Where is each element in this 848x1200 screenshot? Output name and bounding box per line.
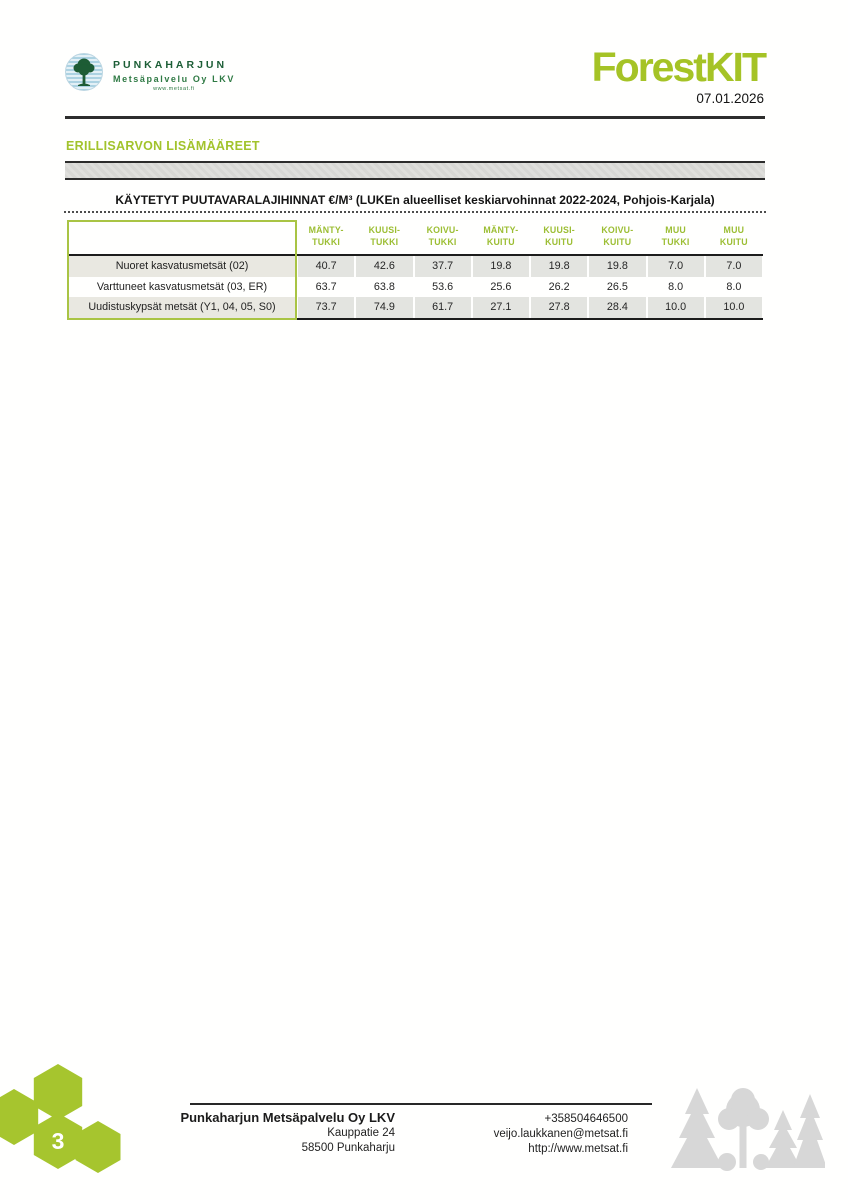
value-cell: 27.8 xyxy=(531,297,587,318)
footer-phone: +358504646500 xyxy=(544,1113,628,1125)
table-title: KÄYTETYT PUUTAVARALAJIHINNAT €/M³ (LUKEn alueelliset keskiarvohinnat 2022-2024, Pohjois-Karjala) xyxy=(115,193,715,207)
value-cell: 28.4 xyxy=(589,297,645,318)
value-cell: 26.5 xyxy=(606,280,628,293)
column-header: MUU KUITU xyxy=(719,225,748,247)
value-cell: 8.0 xyxy=(668,280,684,293)
value-cell: 74.9 xyxy=(356,297,412,318)
footer-contact-block xyxy=(360,1112,628,1157)
value-cell: 7.0 xyxy=(706,256,762,277)
table-row xyxy=(67,256,763,277)
value-cell: 19.8 xyxy=(531,256,587,277)
document-date: 07.01.2026 xyxy=(696,91,764,106)
page-number: 3 xyxy=(51,1128,65,1154)
dotted-divider xyxy=(64,211,766,213)
footer-email: veijo.laukkanen@metsat.fi xyxy=(493,1127,628,1140)
value-cell: 25.6 xyxy=(490,280,512,293)
column-header: KOIVU- KUITU xyxy=(601,225,634,247)
value-cell: 61.7 xyxy=(415,297,471,318)
footer-street: Kauppatie 24 xyxy=(327,1127,395,1139)
column-header: MÄNTY- TUKKI xyxy=(308,225,344,247)
logo-company-name: PUNKAHARJUN xyxy=(113,59,228,71)
value-cell: 63.7 xyxy=(315,280,337,293)
value-cell: 53.6 xyxy=(432,280,454,293)
value-cell: 10.0 xyxy=(706,297,762,318)
value-cell: 19.8 xyxy=(589,256,645,277)
header-divider xyxy=(65,116,765,119)
value-cell: 26.2 xyxy=(548,280,570,293)
row-label: Uudistuskypsät metsät (Y1, 04, 05, S0) xyxy=(67,297,297,318)
company-logo xyxy=(64,52,235,92)
table-body xyxy=(67,256,763,320)
footer-city: 58500 Punkaharju xyxy=(301,1141,395,1154)
value-cell: 8.0 xyxy=(726,280,742,293)
value-cell: 37.7 xyxy=(415,256,471,277)
value-cell: 19.8 xyxy=(473,256,529,277)
footer-divider xyxy=(190,1103,652,1105)
row-label: Varttuneet kasvatusmetsät (03, ER) xyxy=(96,280,268,293)
tree-logo-icon xyxy=(64,52,104,92)
page-number-hexagons xyxy=(0,1058,125,1178)
value-cell: 63.8 xyxy=(373,280,395,293)
column-header: MÄNTY- KUITU xyxy=(483,225,519,247)
column-header: KUUSI- TUKKI xyxy=(368,225,401,247)
column-header: MUU TUKKI xyxy=(661,225,690,247)
value-cell: 7.0 xyxy=(648,256,704,277)
table-header-row xyxy=(67,220,763,256)
label-column-header xyxy=(67,220,297,254)
row-label: Nuoret kasvatusmetsät (02) xyxy=(67,256,297,277)
value-cell: 27.1 xyxy=(473,297,529,318)
footer-company-name: Punkaharjun Metsäpalvelu Oy LKV xyxy=(180,1110,395,1125)
column-header: KOIVU- TUKKI xyxy=(426,225,459,247)
logo-subtitle: Metsäpalvelu Oy LKV xyxy=(113,74,235,84)
value-cell: 73.7 xyxy=(298,297,354,318)
price-table xyxy=(67,220,763,320)
forest-watermark-icon xyxy=(665,1082,825,1174)
value-cell: 42.6 xyxy=(356,256,412,277)
table-row xyxy=(67,297,763,318)
section-heading: ERILLISARVON LISÄMÄÄREET xyxy=(66,139,260,153)
table-row xyxy=(67,277,763,298)
forestkit-brand: ForestKIT xyxy=(591,44,765,90)
value-cell: 10.0 xyxy=(648,297,704,318)
logo-text xyxy=(113,52,235,92)
value-cell: 40.7 xyxy=(298,256,354,277)
footer-website: http://www.metsat.fi xyxy=(528,1142,628,1155)
footer-address-block xyxy=(150,1110,395,1156)
logo-url: www.metsat.fi xyxy=(153,86,195,92)
section-band xyxy=(65,161,765,180)
column-header: KUUSI- KUITU xyxy=(543,225,575,247)
